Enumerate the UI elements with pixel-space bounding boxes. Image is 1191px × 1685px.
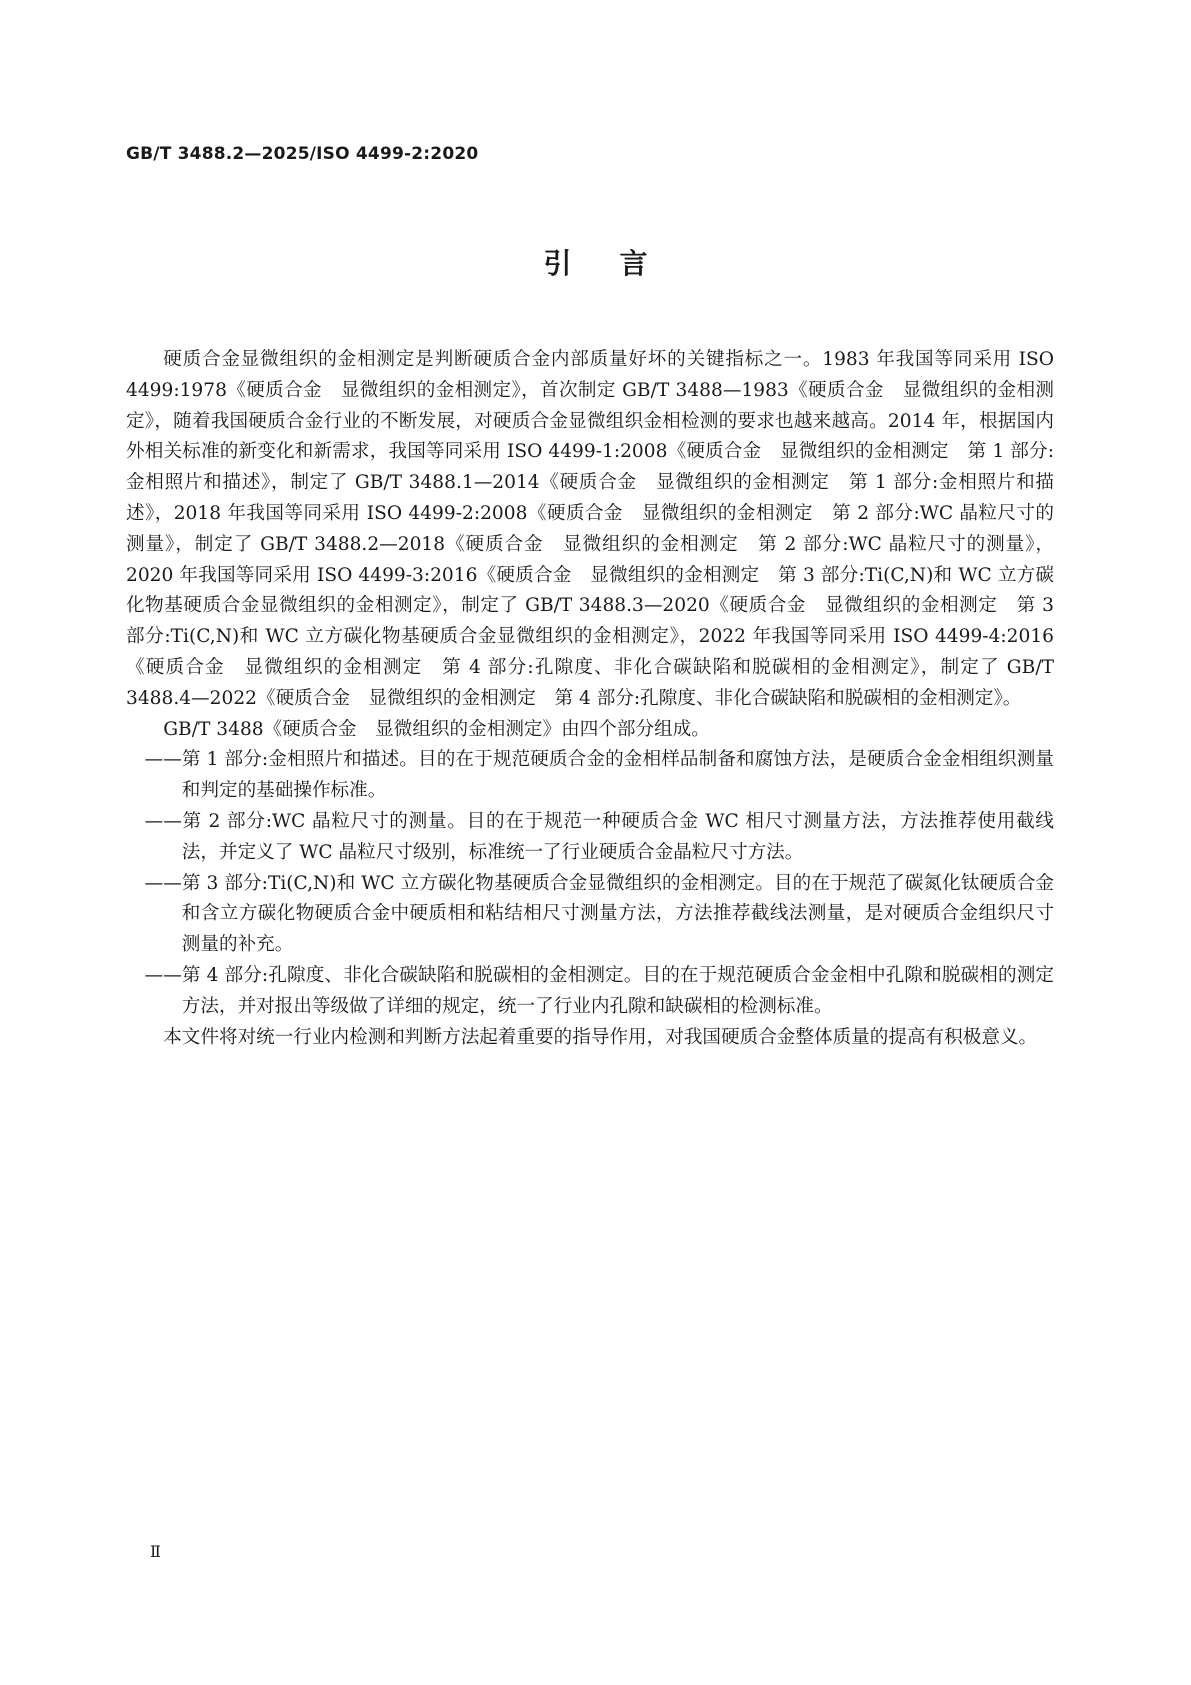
introduction-body bbox=[126, 345, 1054, 1053]
intro-paragraph-structure: GB/T 3488《硬质合金 显微组织的金相测定》由四个部分组成。 bbox=[163, 718, 710, 740]
part-1-item: ——第 1 部分:金相照片和描述。目的在于规范硬质合金的金相样品制备和腐蚀方法，是硬质合金金相组织测量和判定的基础操作标准。 bbox=[144, 749, 1054, 802]
part-4-item: ——第 4 部分:孔隙度、非化合碳缺陷和脱碳相的金相测定。目的在于规范硬质合金金相中孔隙和脱碳相的测定方法，并对报出等级做了详细的规定，统一了行业内孔隙和缺碳相的检测标准。 bbox=[144, 964, 1054, 1017]
page-title: 引言 bbox=[543, 247, 696, 280]
page-number: Ⅱ bbox=[150, 1542, 161, 1561]
part-2-item: ——第 2 部分:WC 晶粒尺寸的测量。目的在于规范一种硬质合金 WC 相尺寸测量方法，方法推荐使用截线法，并定义了 WC 晶粒尺寸级别，标准统一了行业硬质合金晶粒尺寸方法。 bbox=[144, 810, 1054, 863]
closing-paragraph: 本文件将对统一行业内检测和判断方法起着重要的指导作用，对我国硬质合金整体质量的提高有积极意义。 bbox=[163, 1026, 1038, 1048]
intro-paragraph-history: 硬质合金显微组织的金相测定是判断硬质合金内部质量好坏的关键指标之一。1983 年我国等同采用 ISO 4499:1978《硬质合金 显微组织的金相测定》，首次制定 GB/T 3488—1983《硬质合金 显微组织的金相测定》，随着我国硬质合金行业的不断发展，对硬质合金显微组织金相检测的要求也越来越高。2014 年，根据国内外相关标准的新变化和新需求，我国等同采用 ISO 4499-1:2008《硬质合金 显微组织的金相测定 第 1 部分:金相照片和描述》，制定了 GB/T 3488.1—2014《硬质合金 显微组织的金相测定 第 1 部分:金相照片和描述》，2018 年我国等同采用 ISO 4499-2:2008《硬质合金 显微组织的金相测定 第 2 部分:WC 晶粒尺寸的测量》，制定了 GB/T 3488.2—2018《硬质合金 显微组织的金相测定 第 2 部分:WC 晶粒尺寸的测量》，2020 年我国等同采用 ISO 4499-3:2016《硬质合金 显微组织的金相测定 第 3 部分:Ti(C,N)和 WC 立方碳化物基硬质合金显微组织的金相测定》，制定了 GB/T 3488.3—2020《硬质合金 显微组织的金相测定 第 3 部分:Ti(C,N)和 WC 立方碳化物基硬质合金显微组织的金相测定》，2022 年我国等同采用 ISO 4499-4:2016《硬质合金 显微组织的金相测定 第 4 部分:孔隙度、非化合碳缺陷和脱碳相的金相测定》，制定了 GB/T 3488.4—2022《硬质合金 显微组织的金相测定 第 4 部分:孔隙度、非化合碳缺陷和脱碳相的金相测定》。 bbox=[126, 349, 1054, 709]
part-3-item: ——第 3 部分:Ti(C,N)和 WC 立方碳化物基硬质合金显微组织的金相测定。目的在于规范了碳氮化钛硬质合金和含立方碳化物硬质合金中硬质相和粘结相尺寸测量方法，方法推荐截线法测量，是对硬质合金组织尺寸测量的补充。 bbox=[144, 872, 1054, 956]
standard-code-header: GB/T 3488.2—2025/ISO 4499-2:2020 bbox=[126, 144, 479, 164]
